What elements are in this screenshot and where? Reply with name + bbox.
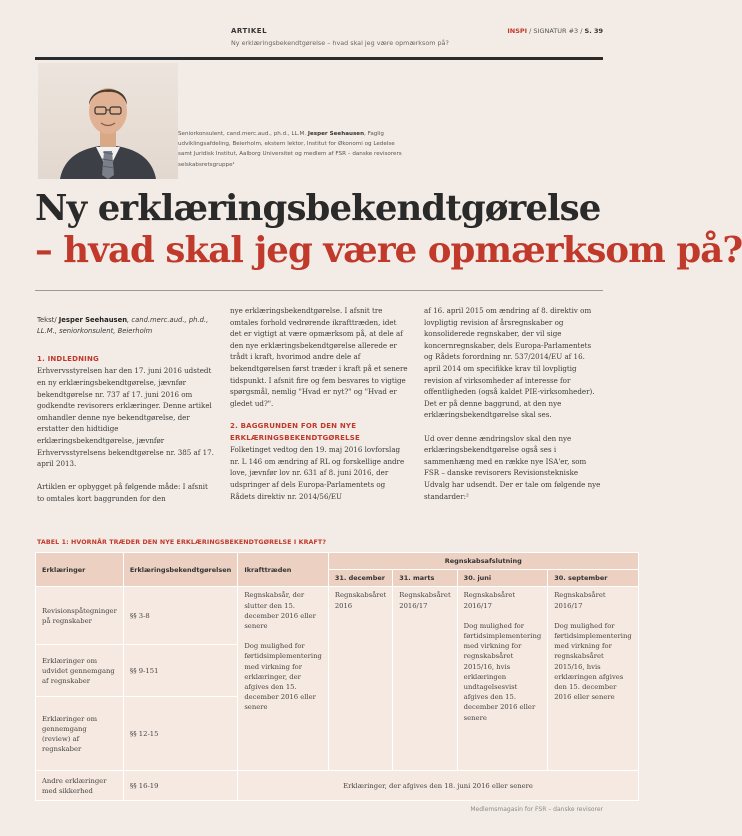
section-heading-2: 2. BAGGRUNDEN FOR DEN NYE ERKLÆRINGSBEKENDTGØRELSE bbox=[230, 421, 361, 442]
issue-label: / SIGNATUR #3 / bbox=[529, 27, 583, 35]
header-bekendtgorelsen: Erklæringsbekendtgørelsen bbox=[123, 553, 237, 587]
column-3 bbox=[424, 305, 602, 514]
column-2 bbox=[230, 305, 410, 514]
footer-text: Medlemsmagasin for FSR – danske revisorer bbox=[470, 806, 603, 813]
title-line-2: – hvad skal jeg være opmærksom på? bbox=[35, 230, 742, 271]
header-regnskabsafslutning: Regnskabsafslutning bbox=[328, 553, 638, 570]
paragraph: Artiklen er opbygget på følgende måde: I afsnit to omtales kort baggrunden for den bbox=[37, 482, 208, 503]
table-cell-mar31: Regnskabsåret 2016/17 bbox=[393, 587, 457, 771]
column-1 bbox=[37, 305, 215, 516]
effective-date-table bbox=[35, 552, 639, 801]
running-header bbox=[231, 27, 603, 47]
paragraph: Erhvervsstyrelsen har den 17. juni 2016 udstedt en ny erklæringsbekendtgørelse, jævnfør bekendtgørelse nr. 737 af 17. juni 2016 om godkendte revisorers erklæringer. Denne artikel omhandler denne nye bekendtgørelse, der erstatter den hidtidige erklæringsbekendtgørelse, jævnfør Erhvervsstyrelsens bekendtgørelse nr. 385 af 17. april 2013. bbox=[37, 366, 214, 469]
paragraph: Folketinget vedtog den 19. maj 2016 lovforslag nr. L 146 om ændring af RL og forskellige andre love, jævnfør lov nr. 631 af 8. juni 2016, der udspringer af dels Europa-Parlamentets og Rådets direktiv nr. 2014/56/EU bbox=[230, 445, 405, 501]
page-number: S. 39 bbox=[584, 27, 603, 35]
brand-name: INSPI bbox=[507, 27, 528, 35]
table-cell-dec31: Regnskabsåret 2016 bbox=[328, 587, 392, 771]
header-erklaeringer: Erklæringer bbox=[36, 553, 124, 587]
table-cell: Andre erklæringer med sikkerhed bbox=[36, 771, 124, 801]
paragraph: af 16. april 2015 om ændring af 8. direktiv om lovpligtig revision af årsregnskaber og konsoliderede regnskaber, der vil sige koncernregnskaber, dels Europa-Parlamentets og Rådets forordning nr. 537/2014/EU af 16. april 2014 om specifikke krav til lovpligtig revision af virksomheder af interesse for offentligheden (også kaldet PIE-virksomheder). Det er på denne baggrund, at den nye erklæringsbekendtgørelse skal ses. bbox=[424, 306, 595, 420]
table-row bbox=[36, 587, 639, 645]
header-dec31: 31. december bbox=[328, 570, 392, 587]
table-cell: §§ 9-151 bbox=[123, 645, 237, 697]
top-rule bbox=[35, 57, 603, 60]
magazine-tag bbox=[507, 27, 603, 35]
table-cell-ikraft: Regnskabsår, der slutter den 15. december 2016 eller senere Dog mulighed for førtidsimplementering med virkning for erklæringer, der afgives den 15. december 2016 eller senere bbox=[238, 587, 329, 771]
author-name: Jesper Seehausen bbox=[307, 131, 365, 137]
table-caption: TABEL 1: HVORNÅR TRÆDER DEN NYE ERKLÆRINGSBEKENDTGØRELSE I KRAFT? bbox=[37, 539, 327, 546]
header-sep30: 30. september bbox=[548, 570, 639, 587]
running-subtitle: Ny erklæringsbekendtgørelse – hvad skal jeg være opmærksom på? bbox=[231, 39, 449, 47]
section-label: ARTIKEL bbox=[231, 27, 268, 35]
table-cell-merged: Erklæringer, der afgives den 18. juni 2016 eller senere bbox=[238, 771, 638, 801]
table-cell-sep30: Regnskabsåret 2016/17 Dog mulighed for førtidsimplementering med virkning for regnskabsåret 2015/16, hvis erklæringen afgives den 15. december 2016 eller senere bbox=[548, 587, 639, 771]
table-cell: §§ 16-19 bbox=[123, 771, 237, 801]
table-cell: §§ 12-15 bbox=[123, 697, 237, 771]
portrait-icon bbox=[38, 63, 178, 179]
table-cell: Revisionspåtegninger på regnskaber bbox=[36, 587, 124, 645]
table-cell: Erklæringer om gennemgang (review) af regnskaber bbox=[36, 697, 124, 771]
table-cell: Erklæringer om udvidet gennemgang af regnskaber bbox=[36, 645, 124, 697]
table-cell-jun30: Regnskabsåret 2016/17 Dog mulighed for førtidsimplementering med virkning for regnskabsåret 2015/16, hvis erklæringen undtagelsesvist afgives den 15. december 2016 eller senere bbox=[457, 587, 548, 771]
paragraph: Ud over denne ændringslov skal den nye erklæringsbekendtgørelse også ses i sammenhæng med en række nye ISA'er, som FSR – danske revisorers Revisionstekniske Udvalg har udsendt. Der er tale om følgende nye standarder:² bbox=[424, 433, 601, 501]
section-heading-1: 1. INDLEDNING bbox=[37, 354, 99, 363]
header-ikrafttraeden: Ikrafttræden bbox=[238, 553, 329, 587]
text-credit: Tekst/ Jesper Seehausen, cand.merc.aud., ph.d., LL.M., seniorkonsulent, Beierholm bbox=[37, 316, 209, 335]
header-mar31: 31. marts bbox=[393, 570, 457, 587]
article-title bbox=[35, 188, 742, 272]
author-portrait bbox=[38, 63, 178, 179]
title-rule bbox=[35, 290, 603, 291]
author-byline: Seniorkonsulent, cand.merc.aud., ph.d., LL.M. Jesper Seehausen, Faglig udviklingsafdeling, Beierholm, ekstern lektor, Institut for Økonomi og Ledelse samt Juridisk Institut, Aalborg Universitet og medlem af FSR – danske revisorers selskabsretsgruppe¹ bbox=[178, 131, 402, 168]
table-row bbox=[36, 771, 639, 801]
header-jun30: 30. juni bbox=[457, 570, 548, 587]
paragraph: nye erklæringsbekendtgørelse. I afsnit tre omtales forhold vedrørende ikrafttræden, idet det er vigtigt at være opmærksom på, at dele af den nye erklæringsbekendtgørelse allerede er trådt i kraft, hvorimod andre dele af bekendtgørelsen først træder i kraft på et senere tidspunkt. I afsnit fire og fem besvares to vigtige spørgsmål, nemlig "Hvad er nyt?" og "Hvad er gledet ud?". bbox=[230, 306, 408, 408]
table-cell: §§ 3-8 bbox=[123, 587, 237, 645]
title-line-1: Ny erklæringsbekendtgørelse bbox=[35, 188, 601, 229]
